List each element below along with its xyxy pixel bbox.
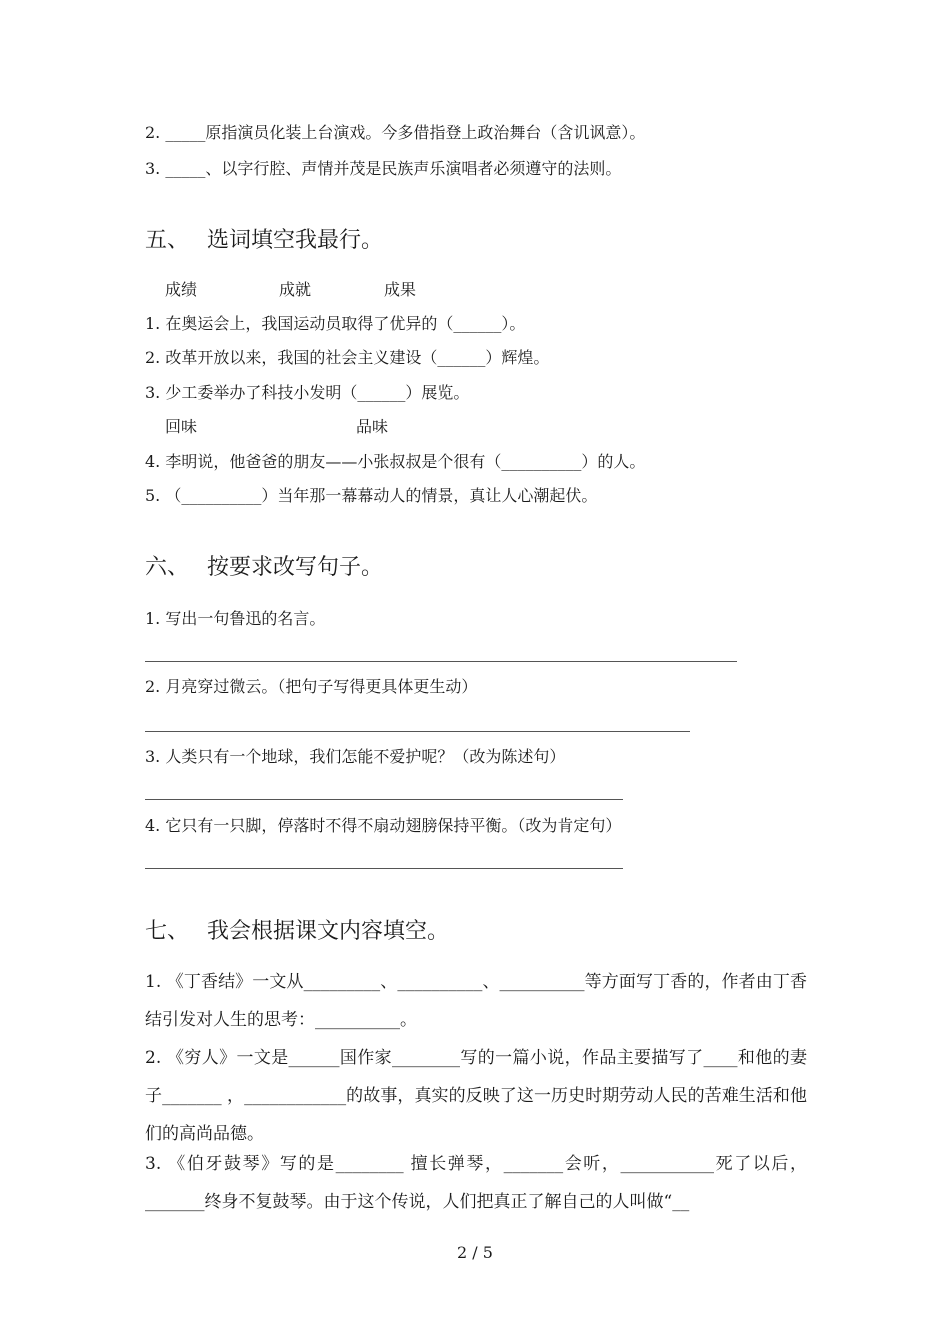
section-5-heading xyxy=(145,226,383,256)
s6-item-1: 1. 写出一句鲁迅的名言。 xyxy=(145,609,326,628)
section-6-number: 六、 xyxy=(145,555,190,580)
section-6-heading xyxy=(145,553,383,583)
s6-item-3: 3. 人类只有一个地球，我们怎能不爱护呢？（改为陈述句） xyxy=(145,747,566,766)
s7-item-1: 1. 《丁香结》一文从_________、__________、__________等方面写丁香的，作者由丁香结引发对人生的思考：__________。 xyxy=(145,972,807,1030)
word-option: 成绩 xyxy=(165,280,198,299)
s5-item-1: 1. 在奥运会上，我国运动员取得了优异的（______）。 xyxy=(145,314,526,333)
s6-item-2: 2. 月亮穿过微云。（把句子写得更具体更生动） xyxy=(145,677,478,696)
word-option: 品味 xyxy=(356,417,389,436)
s5-item-5: 5. （__________）当年那一幕幕动人的情景，真让人心潮起伏。 xyxy=(145,486,598,505)
s5-item-3: 3. 少工委举办了科技小发明（______）展览。 xyxy=(145,383,470,402)
answer-line[interactable] xyxy=(145,799,623,800)
word-option: 回味 xyxy=(165,417,198,436)
answer-line[interactable] xyxy=(145,661,737,662)
section-6-title: 按要求改写句子。 xyxy=(207,555,384,580)
answer-line[interactable] xyxy=(145,731,690,732)
s4-item-3: 3. _____、以字行腔、声情并茂是民族声乐演唱者必须遵守的法则。 xyxy=(145,159,622,178)
answer-line[interactable] xyxy=(145,868,623,869)
s7-item-2: 2. 《穷人》一文是______国作家________写的一篇小说，作品主要描写了____和他的妻子_______ ，____________的故事，真实的反映了这一历史时期劳动人民的苦难生活和他们的高尚品德。 xyxy=(145,1048,807,1144)
section-7-heading xyxy=(145,917,449,947)
s7-item-3: 3. 《伯牙鼓琴》写的是________ 擅长弹琴，_______会听，___________死了以后，_______终身不复鼓琴。由于这个传说，人们把真正了解自己的人叫做“__ xyxy=(145,1154,807,1212)
section-5-number: 五、 xyxy=(145,228,190,253)
s5-item-4: 4. 李明说，他爸爸的朋友——小张叔叔是个很有（__________）的人。 xyxy=(145,452,646,471)
section-7-title: 我会根据课文内容填空。 xyxy=(207,919,450,944)
word-option: 成果 xyxy=(384,280,417,299)
page-number: 2 / 5 xyxy=(457,1243,493,1262)
s5-item-2: 2. 改革开放以来，我国的社会主义建设（______）辉煌。 xyxy=(145,348,550,367)
s6-item-4: 4. 它只有一只脚，停落时不得不扇动翅膀保持平衡。（改为肯定句） xyxy=(145,816,622,835)
section-7-number: 七、 xyxy=(145,919,190,944)
s4-item-2: 2. _____原指演员化装上台演戏。今多借指登上政治舞台（含讥讽意）。 xyxy=(145,123,646,142)
word-option: 成就 xyxy=(279,280,312,299)
section-5-title: 选词填空我最行。 xyxy=(207,228,384,253)
